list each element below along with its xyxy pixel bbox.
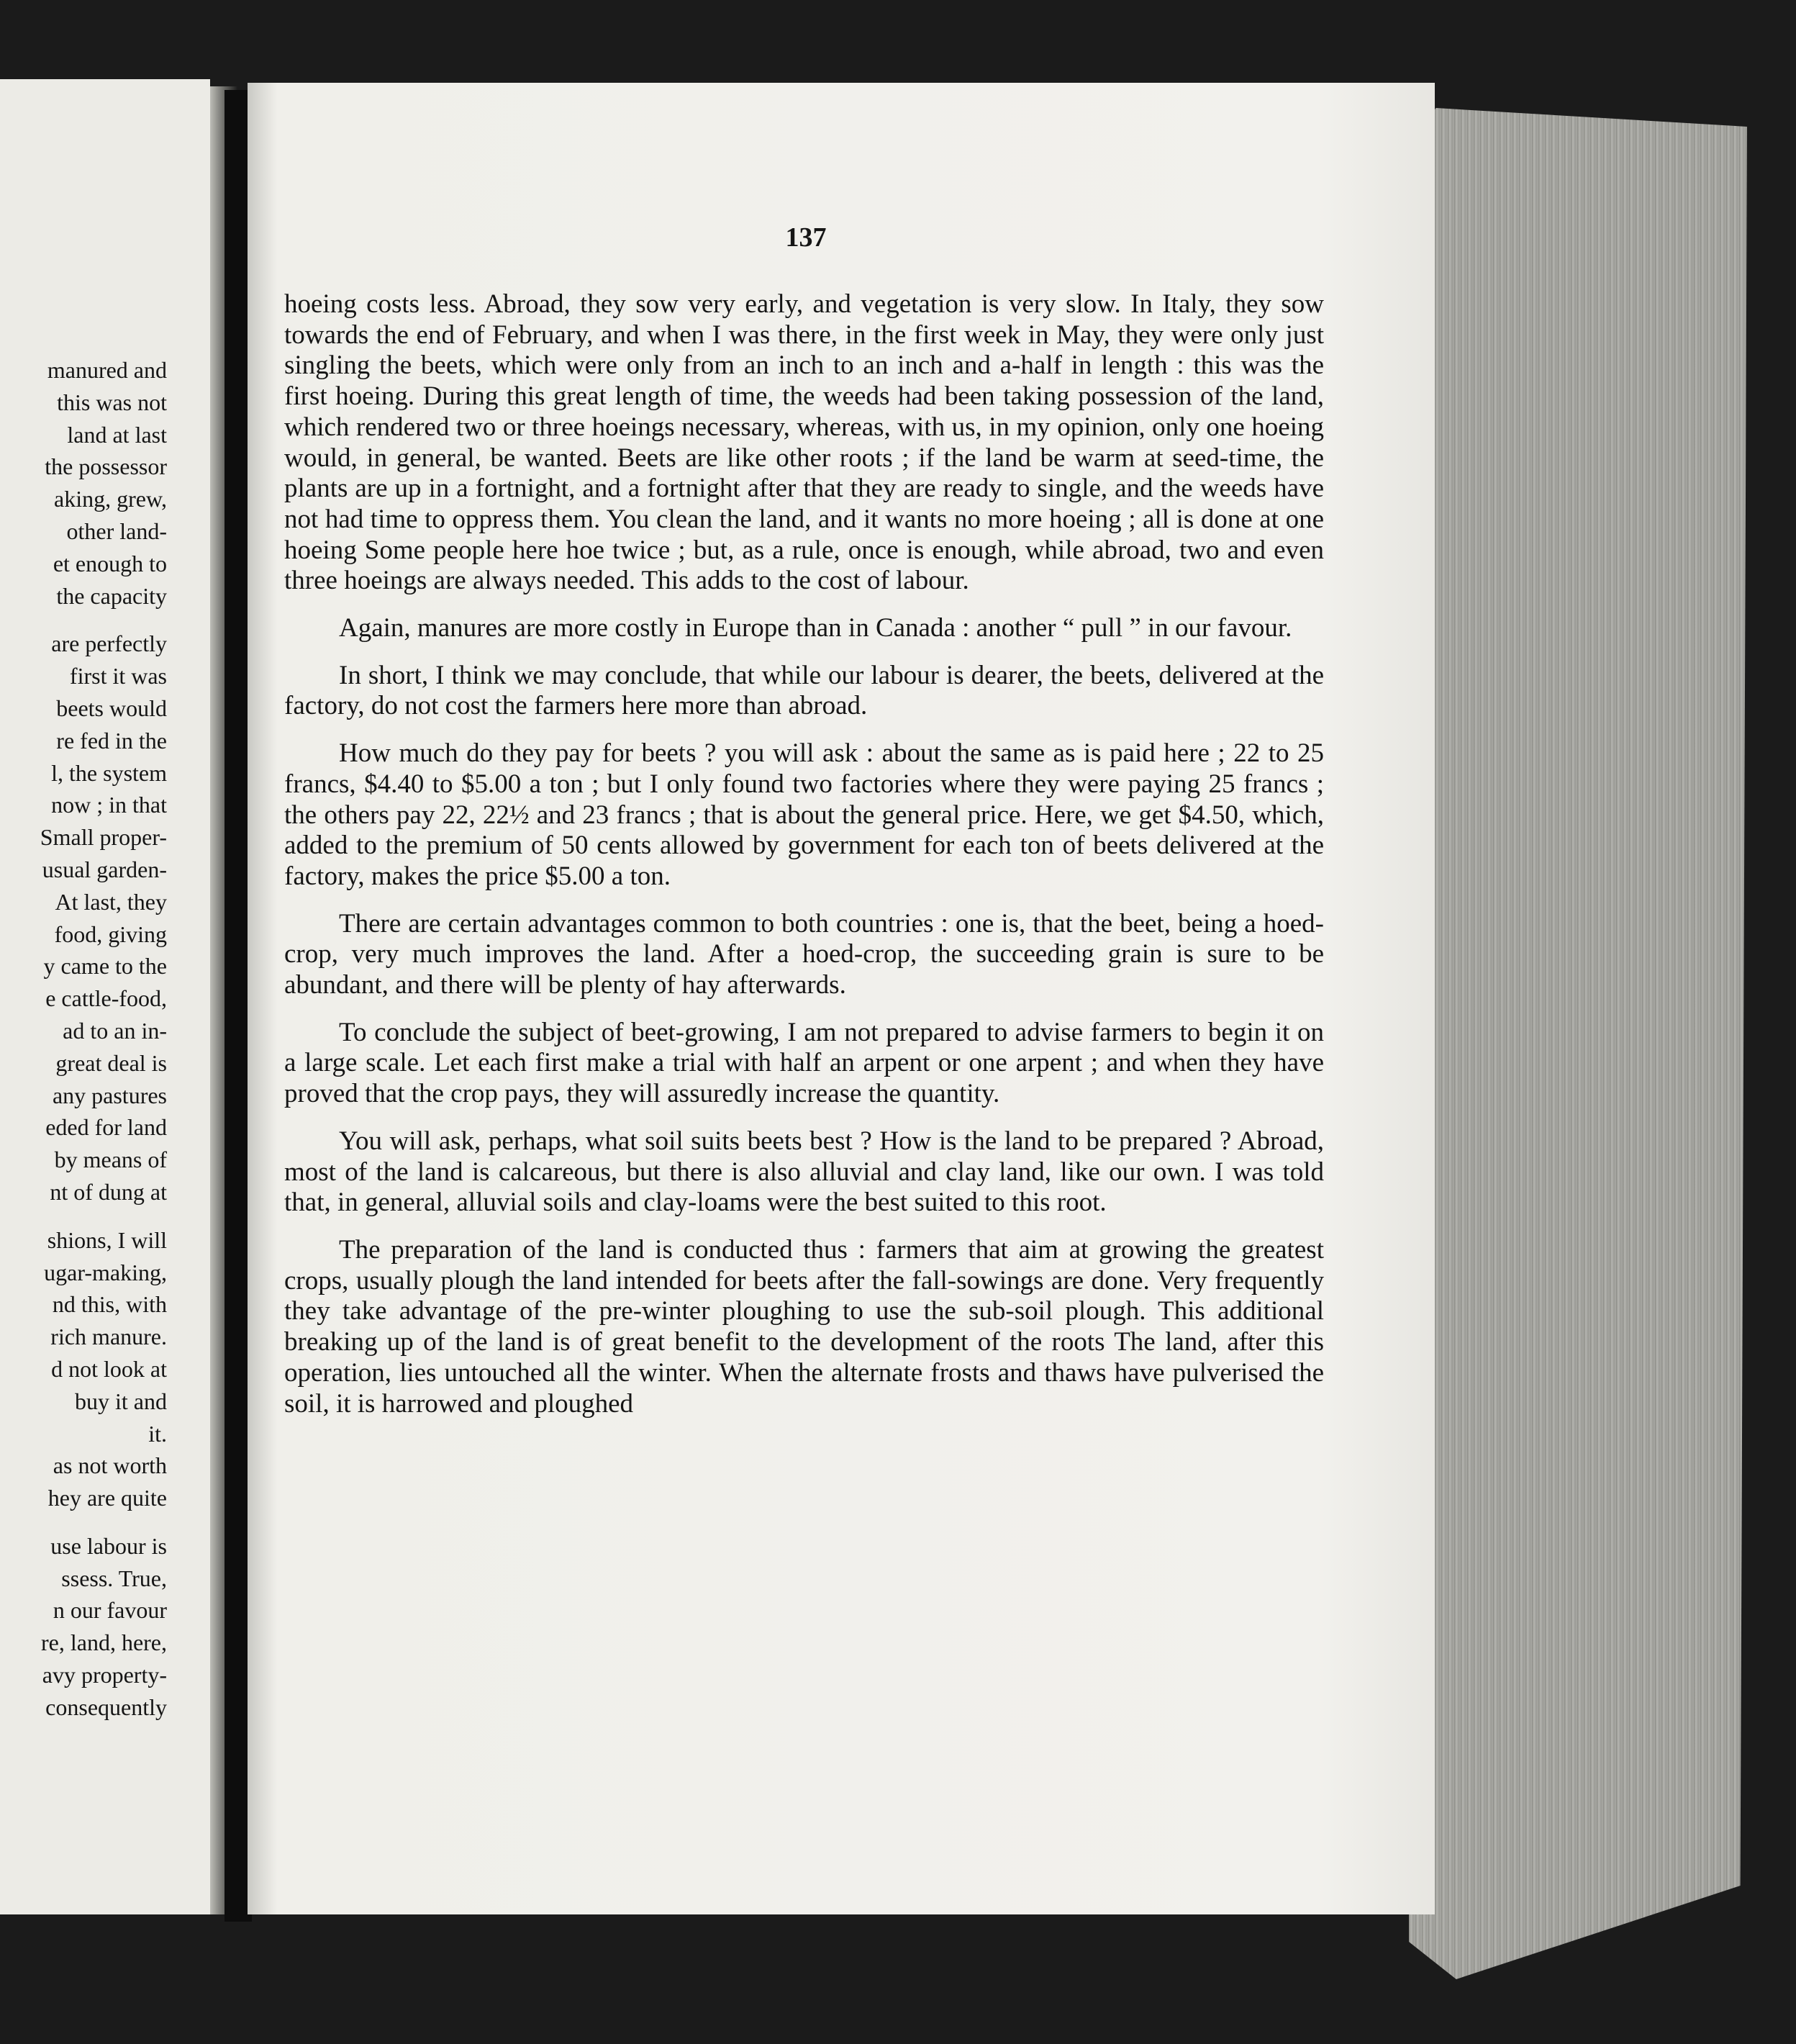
left-page-line: usual garden- <box>42 856 167 882</box>
left-page-line <box>0 1514 167 1530</box>
left-page-line: et enough to <box>53 550 167 576</box>
left-page-line: other land- <box>66 517 167 544</box>
left-page <box>0 79 210 1914</box>
left-page-line: y came to the <box>43 953 167 980</box>
left-page-line: avy property- <box>42 1662 167 1688</box>
left-page-line: ad to an in- <box>63 1017 167 1044</box>
body-text <box>284 289 1324 1436</box>
left-page-line <box>0 612 167 628</box>
paragraph-6: To conclude the subject of beet-growing, I am not prepared to advise farmers to begin it on a large scale. Let each first make a trial with half an arpent or one arpent ; and when they have proved that the crop pays, they will assuredly increase the quantity. <box>284 1017 1324 1109</box>
left-page-line: n our favour <box>53 1597 167 1624</box>
left-page-line: now ; in that <box>51 792 167 818</box>
left-page-line: as not worth <box>53 1452 167 1479</box>
left-page-line <box>0 1208 167 1224</box>
left-page-line: great deal is <box>55 1049 167 1076</box>
left-page-line: buy it and <box>75 1388 167 1414</box>
left-page-line: re, land, here, <box>40 1629 167 1656</box>
paragraph-4: How much do they pay for beets ? you will ask : about the same as is paid here ; 22 to 25 francs, $4.40 to $5.00 a ton ; but I only found two factories where they were paying 25 francs ; the others pay 22, 22½ and 23 francs ; that is about the general price. Here, we get $4.50, which, added to the premium of 50 cents allowed by government for each ton of beets delivered at the factory, makes the price $5.00 a ton. <box>284 738 1324 891</box>
paragraph-2: Again, manures are more costly in Europe than in Canada : another “ pull ” in our favour. <box>339 613 1292 643</box>
paragraph-1: hoeing costs less. Abroad, they sow very early, and vegetation is very slow. In Italy, they sow towards the end of February, and when I was there, in the first week in May, they were only just singling the beets, which were only from an inch to an inch and a-half in length : this was the first hoeing. During this great length of time, the weeds had been taking possession of the land, which rendered two or three hoeings necessary, whereas, with us, in my opinion, only one hoeing would, in general, be wanted. Beets are like other roots ; if the land be warm at seed-time, the plants are up in a fortnight, and a fortnight after that they are ready to single, and the weeds have not had time to oppress them. You clean the land, and it wants no more hoeing ; all is done at one hoeing Some people here hoe twice ; but, as a rule, once is enough, while abroad, two and even three hoeings are always needed. This adds to the cost of labour. <box>284 289 1324 596</box>
left-page-line: l, the system <box>51 759 167 786</box>
left-page-line: Small proper- <box>40 824 167 851</box>
left-page-line: land at last <box>67 421 167 448</box>
left-page-line: food, giving <box>54 921 167 947</box>
paragraph-7: You will ask, perhaps, what soil suits beets best ? How is the land to be prepared ? Abroad, most of the land is calcareous, but there is also alluvial and clay land, like our own. I was told that, in general, alluvial soils and clay-loams were the best suited to this root. <box>284 1126 1324 1218</box>
left-page-line: manured and <box>47 357 167 383</box>
left-page-line: shions, I will <box>47 1226 167 1253</box>
paragraph-8: The preparation of the land is conducted thus : farmers that aim at growing the greatest crops, usually plough the land intended for beets after the fall-sowings are done. Very frequently they take advantage of the pre-winter ploughing to use the sub-soil plough. This additional breaking up of the land is of great benefit to the development of the roots The land, after this operation, lies untouched all the winter. When the alternate frosts and thaws have pulverised the soil, it is harrowed and ploughed <box>284 1234 1324 1419</box>
left-page-line: At last, they <box>55 888 167 915</box>
left-page-line: e cattle-food, <box>45 985 167 1012</box>
left-page-line: aking, grew, <box>54 486 167 512</box>
left-page-line: eded for land <box>45 1114 167 1141</box>
left-page-text-fragments <box>0 354 167 1724</box>
paragraph-3: In short, I think we may conclude, that while our labour is dearer, the beets, delivered at the factory, do not cost the farmers here more than abroad. <box>284 660 1324 721</box>
left-page-line: consequently <box>45 1693 167 1720</box>
left-page-line: the capacity <box>56 582 167 609</box>
paragraph-5: There are certain advantages common to both countries : one is, that the beet, being a hoed-crop, very much improves the land. After a hoed-crop, the succeeding grain is sure to be abundant, and there will be plenty of hay afterwards. <box>284 908 1324 1000</box>
page-edges <box>1409 108 1747 1979</box>
left-page-line: this was not <box>57 389 167 415</box>
left-page-line: ssess. True, <box>61 1565 167 1591</box>
left-page-line: beets would <box>56 695 167 721</box>
left-page-line: re fed in the <box>56 727 167 754</box>
left-page-line: are perfectly <box>51 630 167 657</box>
left-page-line: d not look at <box>51 1355 167 1382</box>
left-page-line: use labour is <box>50 1532 167 1559</box>
left-page-line: the possessor <box>45 453 167 480</box>
left-page-line: ugar-making, <box>44 1259 167 1285</box>
left-page-line: rich manure. <box>50 1324 167 1350</box>
left-page-line: hey are quite <box>47 1485 167 1511</box>
left-page-line: first it was <box>69 663 167 689</box>
left-page-line: nt of dung at <box>50 1178 167 1205</box>
left-page-line: by means of <box>54 1147 167 1173</box>
left-page-line: any pastures <box>52 1082 167 1108</box>
left-page-line: nd this, with <box>52 1291 167 1318</box>
left-page-line: it. <box>148 1420 167 1447</box>
page-number: 137 <box>785 222 827 253</box>
